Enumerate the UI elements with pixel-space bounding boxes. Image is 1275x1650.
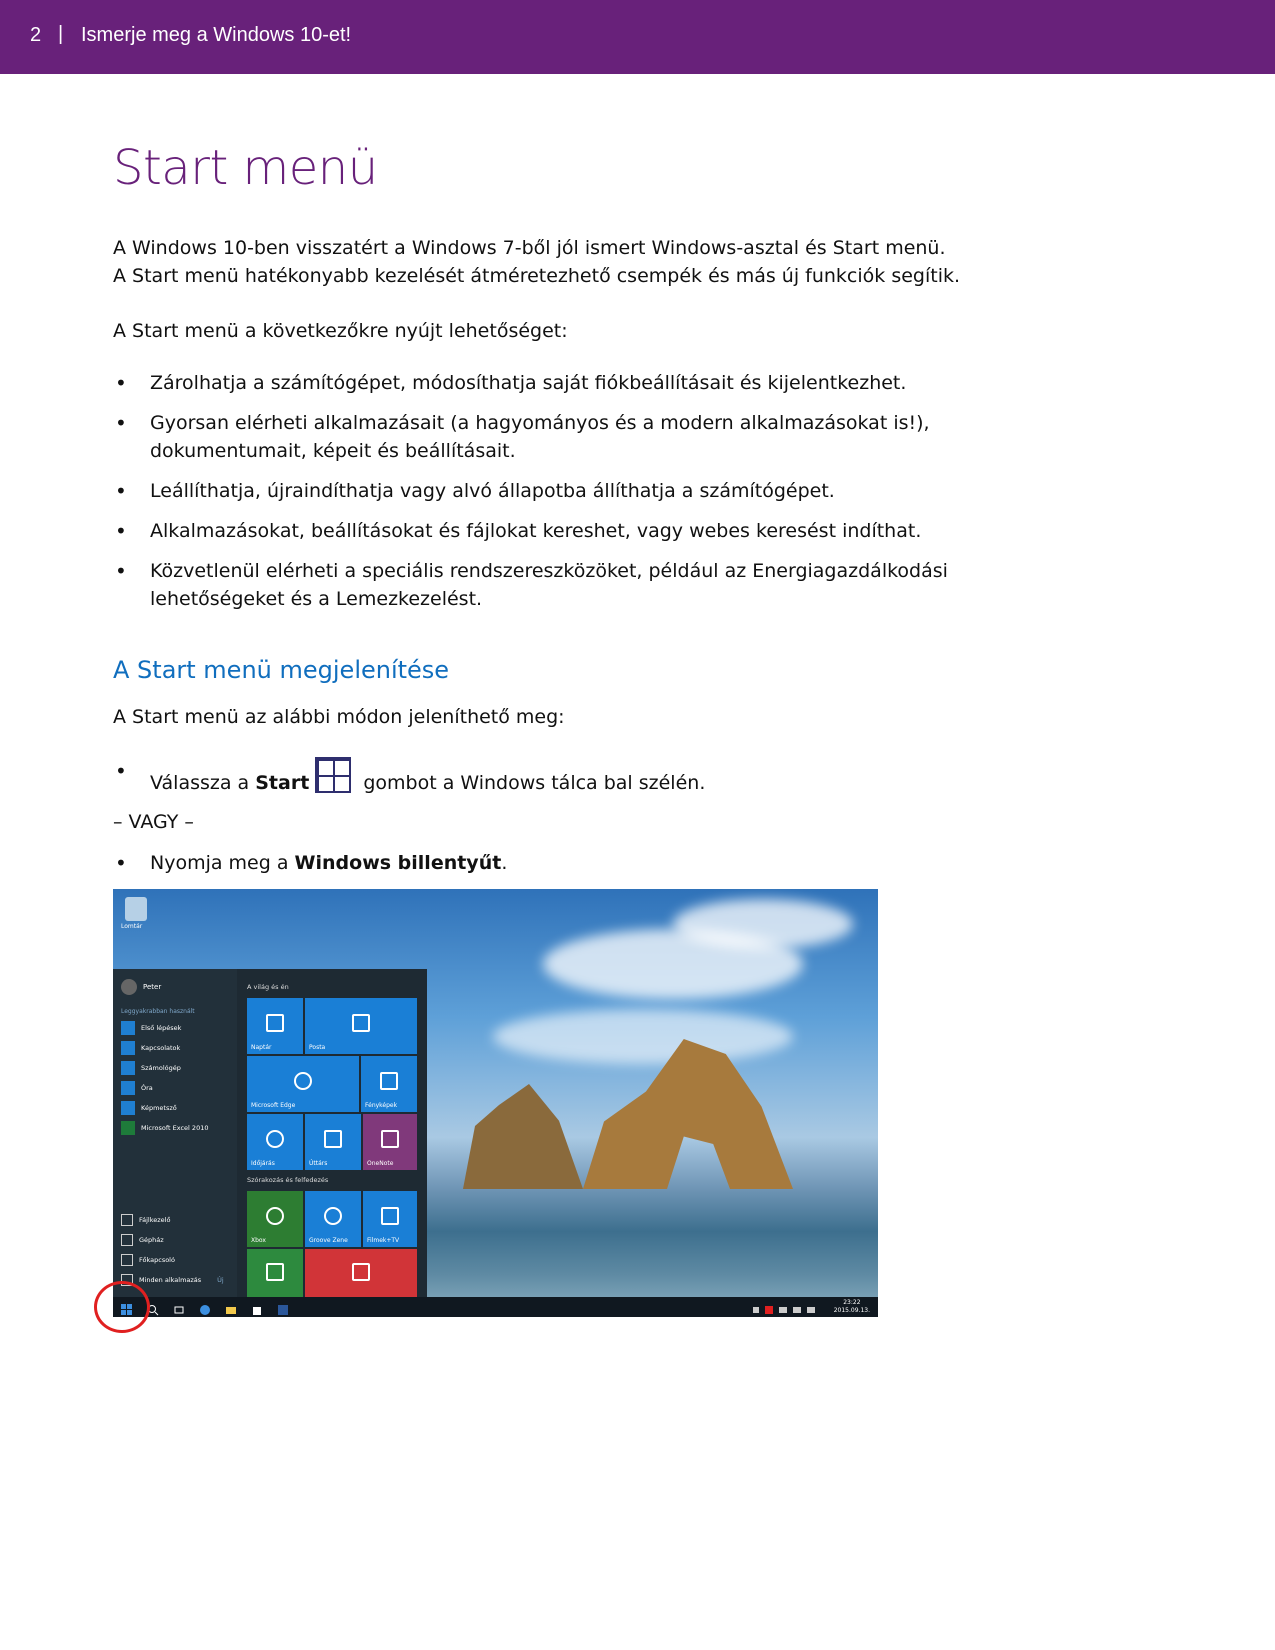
rock-left (463, 1084, 583, 1189)
list-item: • Nyomja meg a Windows billentyűt. (113, 849, 973, 877)
tile-edge: Microsoft Edge (247, 1056, 359, 1112)
feature-list (113, 369, 973, 625)
subheading: A Start menü megjelenítése (113, 656, 450, 684)
tile-group-1-label: A világ és én (247, 983, 289, 991)
windows-logo-icon (315, 757, 351, 793)
list-item: • Zárolhatja a számítógépet, módosíthatja saját fiókbeállításait és kijelentkezhet. (113, 369, 973, 397)
system-item: Fájlkezelő (121, 1214, 170, 1226)
steps-list-2 (113, 849, 973, 889)
start-menu-left-pane (113, 969, 237, 1299)
list-item: • Válassza a Start gombot a Windows tálca bal szélén. (113, 757, 973, 797)
start-menu (113, 969, 427, 1299)
tile-onenote: OneNote (363, 1114, 417, 1170)
app-item: Óra (121, 1081, 153, 1095)
folder-icon (121, 1214, 133, 1226)
app-item: Kapcsolatok (121, 1041, 180, 1055)
new-badge: Új (217, 1276, 224, 1284)
calendar-icon (266, 1014, 284, 1032)
app-item: Számológép (121, 1061, 181, 1075)
page-number: 2 (30, 24, 42, 46)
start-keyword: Start (255, 772, 310, 794)
steps-list-1 (113, 757, 973, 809)
recycle-bin-label: Lomtár (121, 923, 143, 930)
onenote-icon (381, 1130, 399, 1148)
intro-line-2: A Start menü hatékonyabb kezelését átméretezhető csempék és más új funkciók segítik. (113, 265, 961, 287)
display-intro: A Start menü az alábbi módon jeleníthető meg: (113, 706, 565, 728)
taskbar-clock: 23:22 2015.09.13. (833, 1299, 870, 1314)
task-view-icon (173, 1301, 185, 1313)
system-item: Minden alkalmazás Új (121, 1274, 224, 1286)
tile-money (247, 1249, 303, 1299)
clapperboard-icon (381, 1207, 399, 1225)
tile-news (305, 1249, 417, 1299)
word-icon (277, 1301, 289, 1313)
windows-key-keyword: Windows billentyűt (294, 852, 502, 874)
app-item: Első lépések (121, 1021, 181, 1035)
intro-paragraph-2: A Start menü a következőkre nyújt lehetőséget: (113, 320, 568, 342)
tile-photos: Fényképek (361, 1056, 417, 1112)
system-item: Főkapcsoló (121, 1254, 175, 1266)
devices-icon (324, 1130, 342, 1148)
people-icon (121, 1041, 135, 1055)
or-separator: – VAGY – (113, 811, 194, 833)
user-account: Peter (121, 979, 161, 995)
chart-icon (266, 1263, 284, 1281)
intro-paragraph (113, 234, 973, 290)
list-item: • Gyorsan elérheti alkalmazásait (a hagyományos és a modern alkalmazásokat is!), dokumentumait, képeit és beállításait. (113, 409, 973, 465)
tile-xbox: Xbox (247, 1191, 303, 1247)
avatar (121, 979, 137, 995)
app-item: Microsoft Excel 2010 (121, 1121, 208, 1135)
photo-icon (380, 1072, 398, 1090)
header-separator: | (58, 23, 64, 45)
app-item: Képmetsző (121, 1101, 177, 1115)
edge-icon (199, 1301, 211, 1313)
tile-calendar: Naptár (247, 998, 303, 1054)
desktop-screenshot (113, 889, 878, 1317)
tile-weather: Időjárás (247, 1114, 303, 1170)
section-title: Start menü (113, 140, 378, 196)
recycle-bin-icon (125, 897, 147, 921)
tray-icons (753, 1301, 765, 1313)
list-item: • Közvetlenül elérheti a speciális rendszereszközöket, például az Energiagazdálkodási lehetőségeket és a Lemezkezelést. (113, 557, 973, 613)
lightbulb-icon (121, 1021, 135, 1035)
power-icon (121, 1254, 133, 1266)
news-icon (352, 1263, 370, 1281)
edge-icon (294, 1072, 312, 1090)
tile-movies: Filmek+TV (363, 1191, 417, 1247)
tile-groove: Groove Zene (305, 1191, 361, 1247)
xbox-icon (266, 1207, 284, 1225)
most-used-caption: Leggyakrabban használt (121, 1008, 195, 1015)
list-item: • Leállíthatja, újraindíthatja vagy alvó állapotba állíthatja a számítógépet. (113, 477, 973, 505)
scissors-icon (121, 1101, 135, 1115)
tile-group-2-label: Szórakozás és felfedezés (247, 1176, 329, 1184)
sun-icon (266, 1130, 284, 1148)
clock-icon (121, 1081, 135, 1095)
intro-line-1: A Windows 10-ben visszatért a Windows 7-ből jól ismert Windows-asztal és Start menü. (113, 237, 946, 259)
folder-icon (225, 1301, 237, 1313)
header-title: Ismerje meg a Windows 10-et! (81, 24, 352, 46)
envelope-icon (352, 1014, 370, 1032)
gear-icon (121, 1234, 133, 1246)
page-header (0, 0, 1275, 74)
tile-mail: Posta (305, 998, 417, 1054)
calculator-icon (121, 1061, 135, 1075)
list-item: • Alkalmazásokat, beállításokat és fájlokat kereshet, vagy webes keresést indíthat. (113, 517, 973, 545)
store-icon (251, 1301, 263, 1313)
start-button-highlight-ring (94, 1281, 150, 1333)
system-item: Gépház (121, 1234, 164, 1246)
taskbar (113, 1297, 878, 1317)
excel-icon (121, 1121, 135, 1135)
music-disc-icon (324, 1207, 342, 1225)
tile-companion: Úttárs (305, 1114, 361, 1170)
